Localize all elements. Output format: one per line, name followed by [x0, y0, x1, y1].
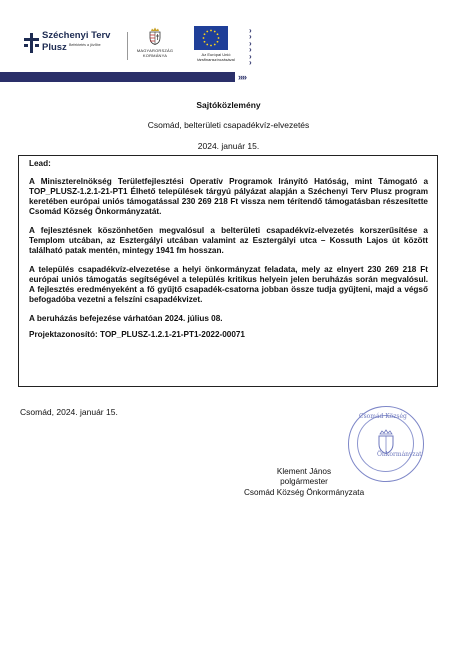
eu-logo: [186, 26, 246, 66]
eu-star: [210, 45, 212, 47]
eu-star: [203, 37, 205, 39]
logo-divider: [127, 32, 128, 60]
page-header: [0, 0, 457, 88]
eu-star: [218, 37, 220, 39]
paragraph-3: A település csapadékvíz-elvezetése a helyi önkormányzat feladata, mely az elnyert 230 269 218 Ft európai uniós támogatás segítségével a település kritikus helyein jelen beruházás során megvalósul. A fejlesztés eredményeként a fő gyűjtő csapadék-csatorna jobban össze tudja gyűjteni, majd a végső befogadóba vezetni a felszíni csapadékvizet.: [29, 265, 428, 304]
stamp-text-bottom: Önkormányzat: [377, 451, 422, 458]
eu-star: [214, 31, 216, 33]
brand-bar: [0, 72, 235, 82]
coat-of-arms-icon: [148, 27, 162, 45]
project-id: Projektazonosító: TOP_PLUSZ-1.2.1-21-PT1-2022-00071: [29, 330, 245, 339]
document-subtitle: Csomád, belterületi csapadékvíz-elvezetés: [147, 120, 310, 130]
eu-star: [210, 30, 212, 32]
hungary-text: MAGYARORSZÁG KORMÁNYA: [136, 48, 174, 58]
eu-star: [204, 33, 206, 35]
eu-star: [217, 33, 219, 35]
lead-box: [18, 155, 438, 387]
document-date: 2024. január 15.: [197, 141, 260, 151]
szechenyi-terv-logo: [22, 30, 122, 64]
document-title: Sajtóközlemény: [196, 100, 261, 110]
stamp-text-top: Csomád Község: [359, 413, 407, 420]
side-chevrons: › › › › › ›: [249, 26, 252, 68]
szechenyi-cross-icon: [22, 32, 42, 54]
szechenyi-plusz: Plusz: [42, 42, 67, 53]
paragraph-4: A beruházás befejezése várhatóan 2024. július 08.: [29, 314, 223, 323]
signer-org: Csomád Község Önkormányzata: [244, 487, 365, 497]
signer-name: Klement János: [276, 467, 332, 476]
eu-text: Az Európai Unió társfinanszírozásával: [197, 52, 235, 62]
eu-star: [214, 44, 216, 46]
hungary-government-logo: [132, 27, 178, 65]
place-date: Csomád, 2024. január 15.: [20, 407, 118, 417]
szechenyi-name: Széchenyi Terv: [42, 30, 111, 41]
eu-star: [204, 41, 206, 43]
paragraph-1: A Miniszterelnökség Területfejlesztési Operatív Programok Irányító Hatóság, mint Támogató a TOP_PLUSZ-1.2.1-21-PT1 Élhető települések tárgyú pályázat alapján a Széchenyi Terv Plusz program keretében európai uniós támogatással 230 269 218 Ft vissza nem térítendő támogatásban részesítette Csomád Község Önkormányzatát.: [29, 177, 428, 216]
eu-stars-icon: [194, 26, 228, 50]
signature-block: [244, 467, 364, 498]
eu-star: [206, 31, 208, 33]
eu-flag: [194, 26, 228, 50]
brand-chevrons: »»: [238, 72, 247, 82]
eu-star: [217, 41, 219, 43]
eu-star: [206, 44, 208, 46]
lead-label: Lead:: [29, 159, 51, 168]
signer-title: polgármester: [280, 477, 328, 487]
paragraph-2: A fejlesztésnek köszönhetően megvalósul a belterületi csapadékvíz-elvezetés korszerűsítése a Templom utcában, az Esztergályi utcában valamint az Esztergályi utca – Kossuth Lajos út között található patak mentén, mintegy 1941 fm hosszan.: [29, 226, 428, 255]
szechenyi-sub: Befektetés a jövőbe: [69, 43, 101, 47]
